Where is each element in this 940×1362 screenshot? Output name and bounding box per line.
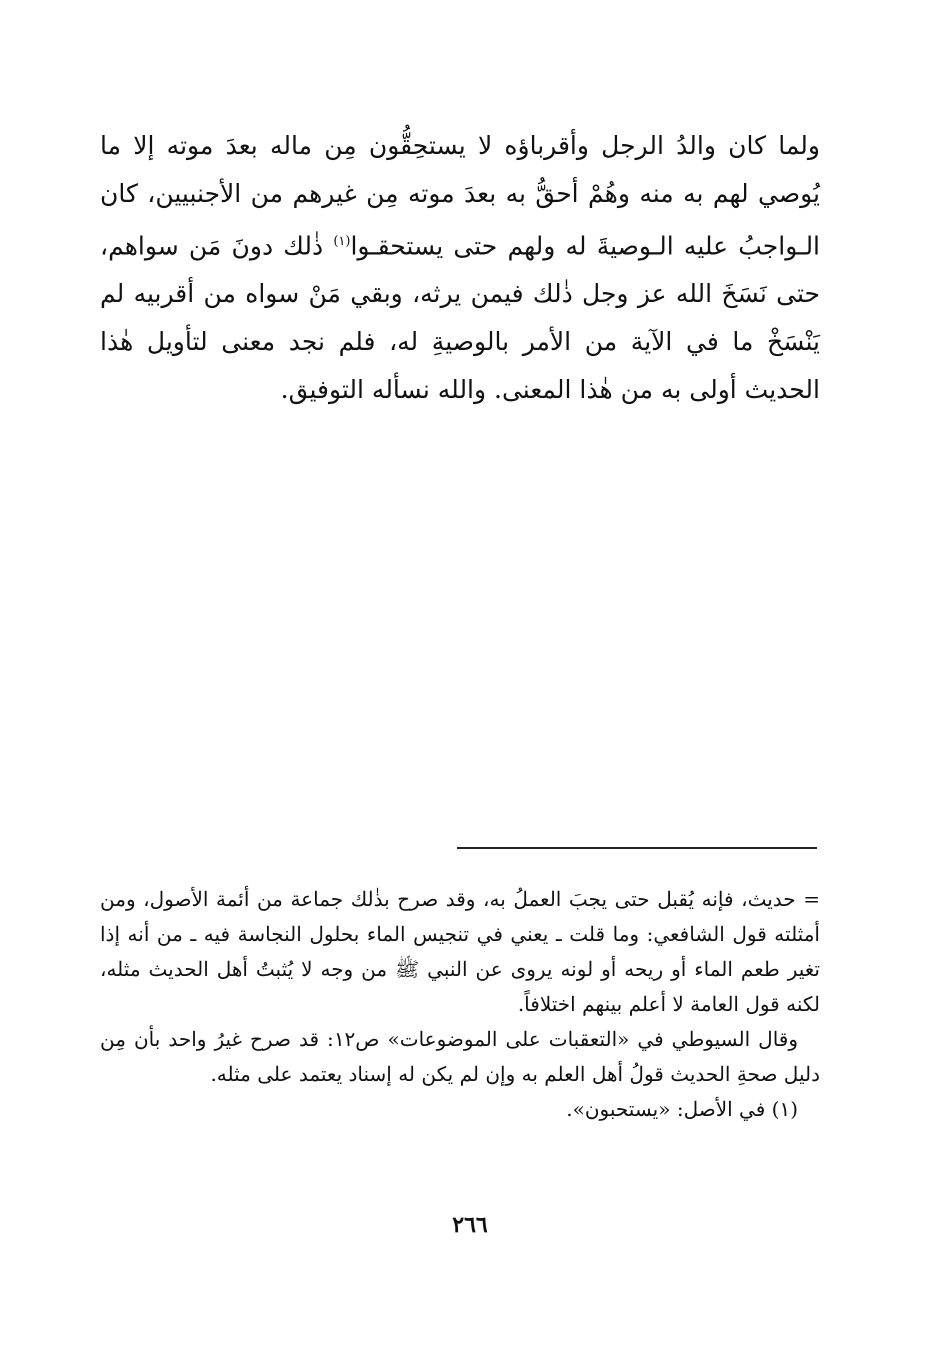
main-paragraph-text: ولما كان والدُ الرجل وأقرباؤه لا يستحِقُّون مِن ماله بعدَ موته إلا ما يُوصي لهم به منه وهُمْ أحقُّ به بعدَ موته مِن غيرهم من الأجنبيين، كان الـواجبُ عليه الـوصيةَ له ولهم حتى يستحقـوا — [100, 131, 821, 261]
footnote-separator — [457, 847, 817, 849]
page-number: ٢٦٦ — [452, 1212, 488, 1238]
footnote-continued: = حديث، فإنه يُقبل حتى يجبَ العملُ به، وقد صرح بذٰلك جماعة من أئمة الأصول، ومن أمثلته قول الشافعي: وما قلت ـ يعني في تنجيس الماء بحلول النجاسة فيه ـ من أنه إذا تغير طعم الماء أو ريحه أو لونه يروى عن النبي ﷺ من وجه لا يُثبتُ أهل الحديث مثله، لكنه قول العامة لا أعلم بينهم اختلافاً. — [100, 887, 820, 1016]
main-paragraph-continuation: ذٰلك دونَ مَن سواهم، حتى نَسَخَ الله عز وجل ذٰلك فيمن يرثه، وبقي مَنْ سواه من أقربيه لم يَنْسَخْ ما في الآية من الأمر بالوصيةِ له، فلم نجد معنى لتأويل هٰذا الحديث أولى به من هٰذا المعنى. والله نسأله التوفيق. — [100, 231, 820, 405]
footnote-1: (١) في الأصل: «يستحبون». — [566, 1097, 798, 1121]
main-paragraph — [100, 122, 820, 414]
main-text-block — [100, 122, 820, 414]
footnote-suyuti: وقال السيوطي في «التعقبات على الموضوعات» ص١٢: قد صرح غيرُ واحد بأن مِن دليل صحةِ الحديث قولُ أهل العلم به وإن لم يكن له إسناد يعتمد على مثله. — [100, 1027, 820, 1086]
footnotes-block — [100, 882, 820, 1127]
footnote-marker-1: (١) — [333, 234, 351, 249]
